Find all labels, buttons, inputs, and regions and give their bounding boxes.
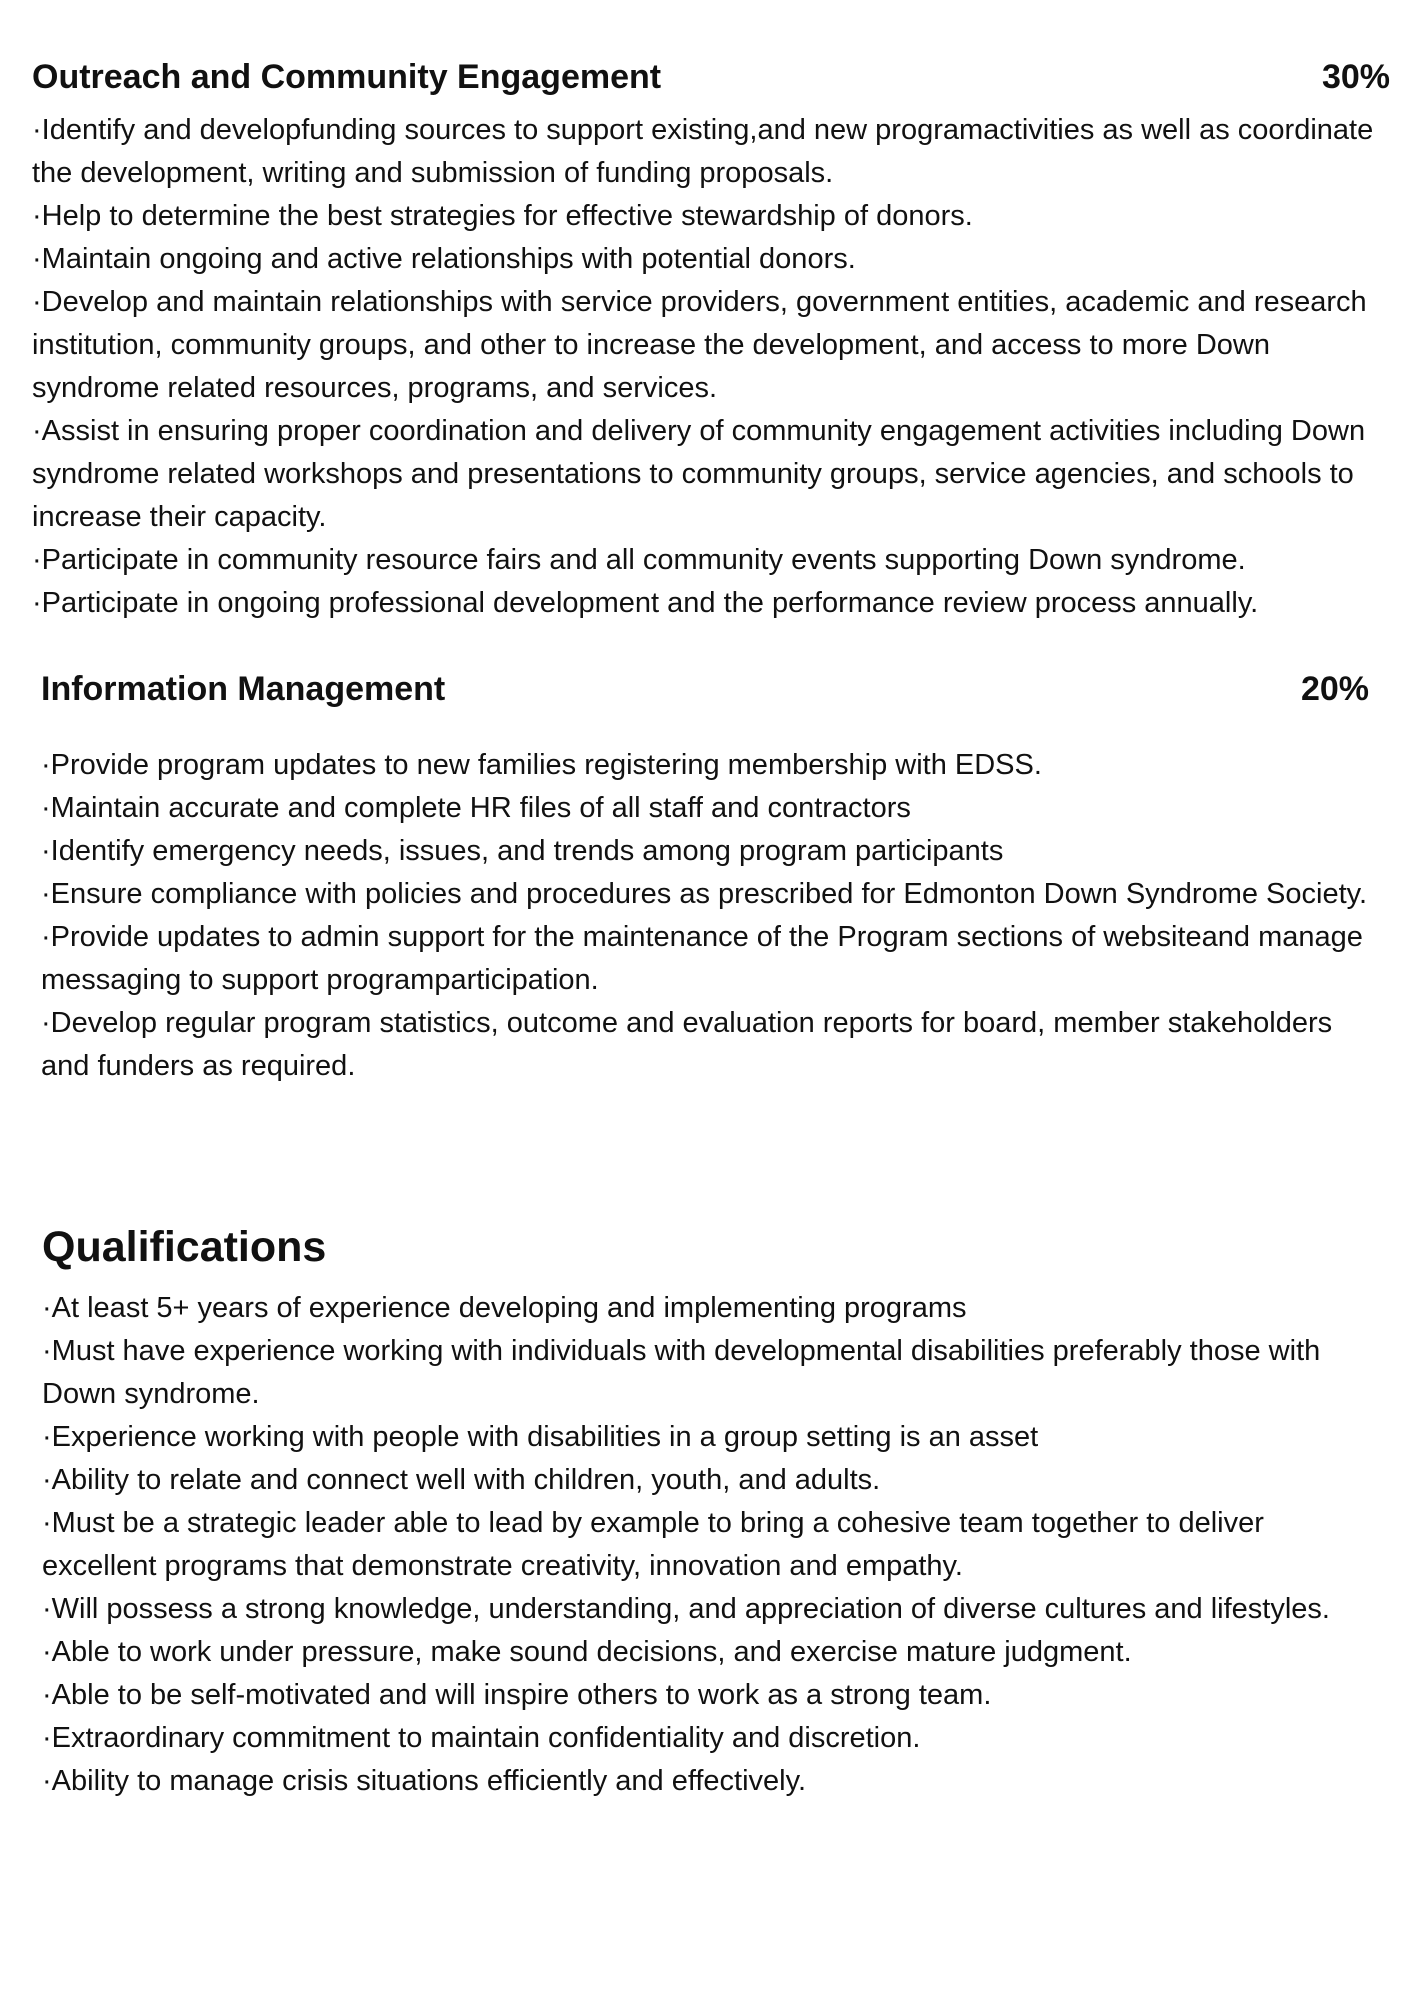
info-management-section xyxy=(41,669,1369,1088)
list-item: ·Identify emergency needs, issues, and trends among program participants xyxy=(41,835,1004,867)
list-item: ·Able to work under pressure, make sound decisions, and exercise mature judgment. xyxy=(42,1636,1132,1668)
list-item: ·Must be a strategic leader able to lead by example to bring a cohesive team together to deliver excellent programs that demonstrate creativity, innovation and empathy. xyxy=(42,1507,1264,1582)
qualifications-bullet-list xyxy=(42,1287,1372,1803)
info-management-title: Information Management xyxy=(41,670,446,708)
list-item: ·Will possess a strong knowledge, understanding, and appreciation of diverse cultures and lifestyles. xyxy=(42,1593,1330,1625)
list-item: ·Help to determine the best strategies for effective stewardship of donors. xyxy=(32,200,973,232)
list-item: ·Maintain accurate and complete HR files of all staff and contractors xyxy=(41,792,911,824)
list-item: ·Extraordinary commitment to maintain confidentiality and discretion. xyxy=(42,1722,921,1754)
list-item: ·Ensure compliance with policies and procedures as prescribed for Edmonton Down Syndrome Society. xyxy=(41,878,1368,910)
list-item: ·Ability to relate and connect well with children, youth, and adults. xyxy=(42,1464,881,1496)
qualifications-section xyxy=(42,1221,1372,1803)
list-item: ·Able to be self-motivated and will inspire others to work as a strong team. xyxy=(42,1679,992,1711)
outreach-title: Outreach and Community Engagement xyxy=(32,58,662,96)
qualifications-heading: Qualifications xyxy=(42,1223,327,1271)
list-item: ·Assist in ensuring proper coordination and delivery of community engagement activities including Down syndrome related workshops and presentations to community groups, service agencies, and schools to increase their capacity. xyxy=(32,415,1366,533)
outreach-header xyxy=(32,57,1390,97)
list-item: ·Develop regular program statistics, outcome and evaluation reports for board, member stakeholders and funders as required. xyxy=(41,1007,1333,1082)
list-item: ·Develop and maintain relationships with service providers, government entities, academic and research institution, community groups, and other to increase the development, and access to more Down syndrome related resources, programs, and services. xyxy=(32,286,1367,404)
list-item: ·Participate in ongoing professional development and the performance review process annually. xyxy=(32,587,1259,619)
list-item: ·Maintain ongoing and active relationships with potential donors. xyxy=(32,243,856,275)
list-item: ·At least 5+ years of experience developing and implementing programs xyxy=(42,1292,967,1324)
outreach-section xyxy=(32,57,1390,625)
list-item: ·Participate in community resource fairs and all community events supporting Down syndrome. xyxy=(32,544,1246,576)
list-item: ·Experience working with people with disabilities in a group setting is an asset xyxy=(42,1421,1039,1453)
list-item: ·Identify and developfunding sources to support existing,and new programactivities as well as coordinate the development, writing and submission of funding proposals. xyxy=(32,114,1374,189)
list-item: ·Provide updates to admin support for the maintenance of the Program sections of websiteand manage messaging to support programparticipation. xyxy=(41,921,1363,996)
info-management-bullet-list xyxy=(41,744,1369,1088)
list-item: ·Provide program updates to new families registering membership with EDSS. xyxy=(41,749,1042,781)
list-item: ·Ability to manage crisis situations efficiently and effectively. xyxy=(42,1765,807,1797)
outreach-bullet-list xyxy=(32,109,1390,625)
info-management-header xyxy=(41,669,1369,709)
outreach-percent: 30% xyxy=(1321,58,1390,96)
list-item: ·Must have experience working with individuals with developmental disabilities preferably those with Down syndrome. xyxy=(42,1335,1321,1410)
info-management-percent: 20% xyxy=(1300,670,1369,708)
